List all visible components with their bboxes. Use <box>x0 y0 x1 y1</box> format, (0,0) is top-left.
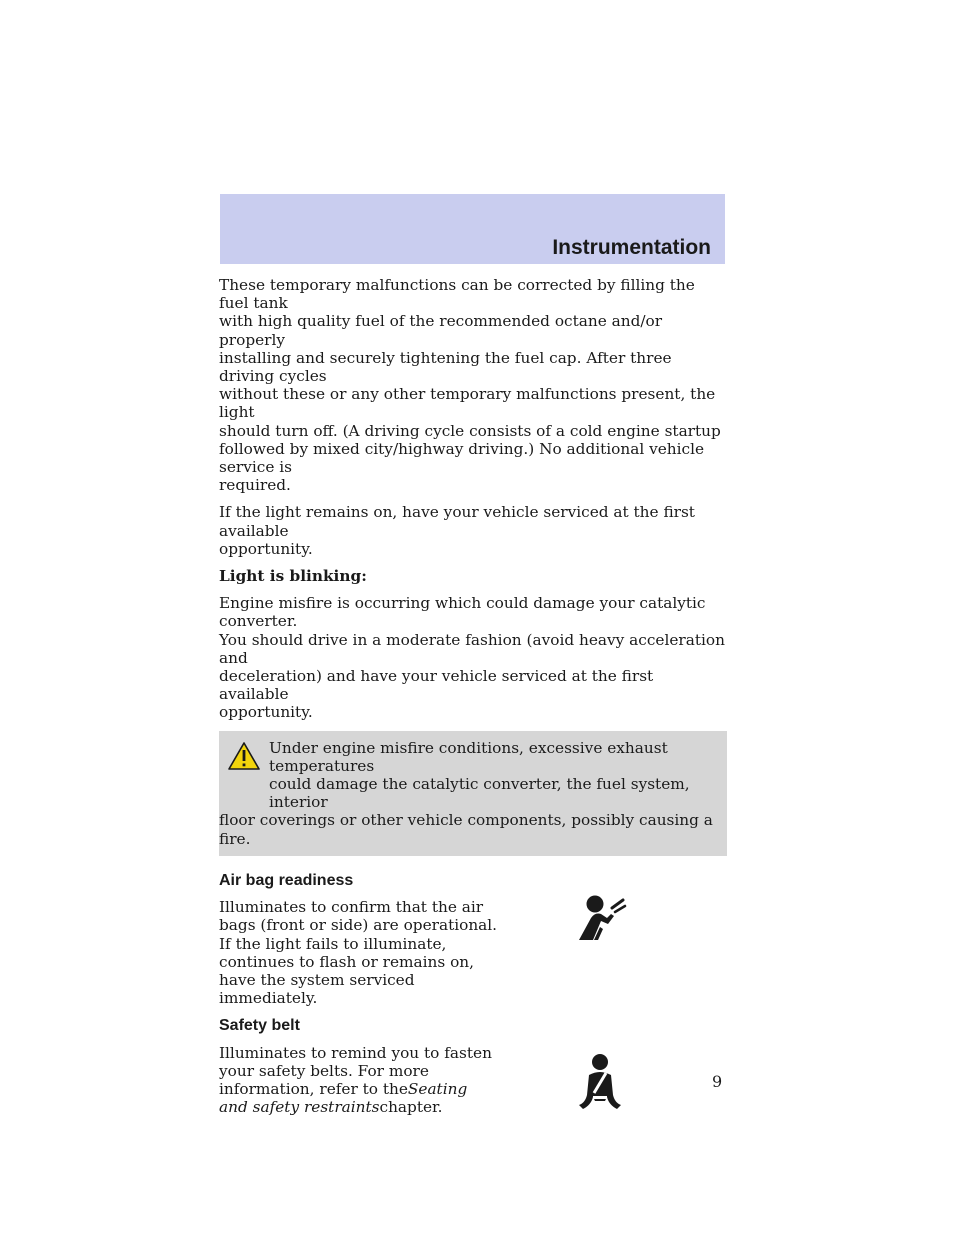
warning-triangle-icon <box>227 741 261 771</box>
paragraph-light-remains-on: If the light remains on, have your vehicle serviced at the first available opportunity. <box>219 503 695 558</box>
safety-belt-section <box>219 1017 727 1116</box>
safety-belt-heading: Safety belt <box>219 1017 300 1035</box>
safety-belt-text: Illuminates to remind you to fasten your safety belts. For more information, refer to theSeating and safety restraintschapter. <box>219 1043 492 1117</box>
section-title: Instrumentation <box>552 236 711 259</box>
airbag-readiness-section <box>219 872 727 1007</box>
airbag-occupant-icon <box>571 894 627 946</box>
paragraph-engine-misfire: Engine misfire is occurring which could damage your catalytic converter. You should drive in a moderate fashion (avoid heavy acceleration and deceleration) and have your vehicle serviced at the first available opportunity. <box>219 594 725 722</box>
airbag-readiness-text: Illuminates to confirm that the air bags (front or side) are operational. If the light fails to illuminate, continues to flash or remains on, have the system serviced immediately. <box>219 898 498 1008</box>
airbag-readiness-heading: Air bag readiness <box>219 871 354 889</box>
page-content <box>219 276 727 1126</box>
light-blinking-heading: Light is blinking: <box>219 567 367 586</box>
warning-text: Under engine misfire conditions, excessive exhaust temperatures could damage the catalytic converter, the fuel system, interior floor coverings or other vehicle components, possibly causing a fire. <box>219 738 713 848</box>
seatbelt-occupant-icon <box>575 1053 625 1111</box>
page-number: 9 <box>712 1072 723 1091</box>
section-header-band <box>220 194 725 264</box>
paragraph-temporary-malfunctions: These temporary malfunctions can be corrected by filling the fuel tank with high quality fuel of the recommended octane and/or properly installing and securely tightening the fuel cap. After three driving cycles without these or any other temporary malfunctions present, the light should turn off. (A driving cycle consists of a cold engine startup followed by mixed city/highway driving.) No additional vehicle service is required. <box>219 276 721 495</box>
warning-box <box>219 731 727 856</box>
